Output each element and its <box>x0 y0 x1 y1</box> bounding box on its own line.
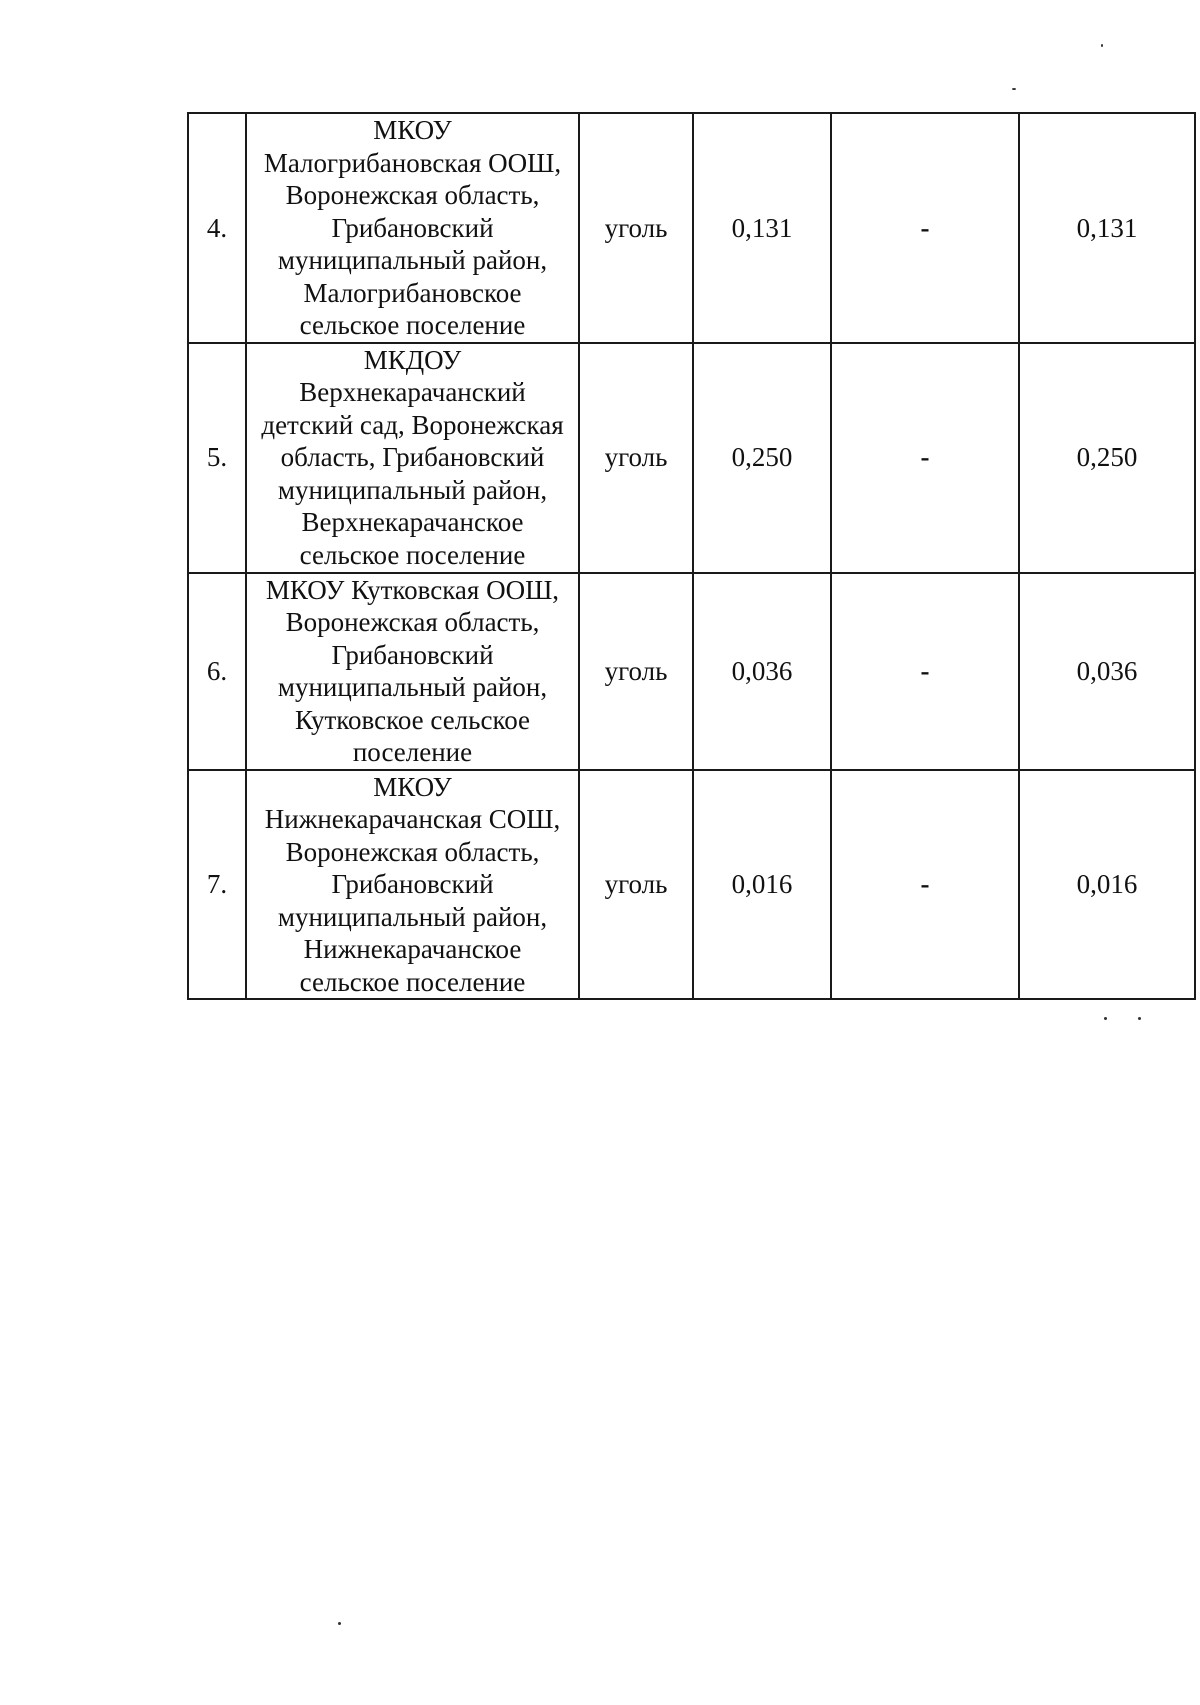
row-number: 4. <box>188 113 246 343</box>
scan-speck <box>1012 88 1016 90</box>
table-row <box>188 573 1195 770</box>
organization-line: Воронежская область, <box>285 836 540 867</box>
table-row <box>188 770 1195 1000</box>
organization-line: Верхнекарачанское <box>301 507 524 538</box>
scan-speck <box>1138 1017 1141 1020</box>
fuel-type-cell: уголь <box>579 113 693 343</box>
organization-line: МКОУ <box>373 771 452 802</box>
organization-line: область, Грибановский <box>280 442 545 473</box>
scan-speck <box>338 1622 341 1625</box>
row-number: 7. <box>188 770 246 1000</box>
value-cell: 0,131 <box>693 113 831 343</box>
total-value-cell: 0,016 <box>1019 770 1195 1000</box>
table-row <box>188 113 1195 343</box>
row-number: 5. <box>188 343 246 573</box>
value-cell: 0,036 <box>693 573 831 770</box>
dash-cell: - <box>831 770 1019 1000</box>
organization-line: муниципальный район, <box>277 672 548 702</box>
organization-line: Грибановский <box>331 212 494 243</box>
total-value-cell: 0,036 <box>1019 573 1195 770</box>
organization-cell <box>246 770 579 1000</box>
organization-line: Малогрибановская ООШ, <box>263 147 562 178</box>
organization-line: МКДОУ <box>363 344 462 375</box>
organization-line: Воронежская область, <box>285 607 540 637</box>
dash-cell: - <box>831 343 1019 573</box>
table-row <box>188 343 1195 573</box>
organization-line: сельское поселение <box>299 310 526 340</box>
organization-cell <box>246 113 579 343</box>
organization-line: Грибановский <box>331 639 494 670</box>
total-value-cell: 0,250 <box>1019 343 1195 573</box>
value-cell: 0,016 <box>693 770 831 1000</box>
scan-speck <box>1104 1017 1107 1020</box>
organization-line: сельское поселение <box>299 539 526 570</box>
fuel-type-cell: уголь <box>579 573 693 770</box>
organization-line: муниципальный район, <box>277 901 548 932</box>
organization-line: Верхнекарачанский <box>299 377 526 408</box>
total-value-cell: 0,131 <box>1019 113 1195 343</box>
organization-line: Нижнекарачанская СОШ, <box>264 804 561 834</box>
dash-cell: - <box>831 113 1019 343</box>
organization-cell <box>246 573 579 770</box>
scan-speck <box>1101 44 1103 47</box>
organization-line: Малогрибановское <box>303 277 522 308</box>
organization-line: МКОУ <box>373 115 452 145</box>
organization-line: Нижнекарачанское <box>303 934 522 964</box>
organization-line: Воронежская область, <box>285 180 540 210</box>
organization-line: сельское поселение <box>299 966 526 997</box>
organization-cell <box>246 343 579 573</box>
organization-line: детский сад, Воронежская <box>261 409 564 440</box>
value-cell: 0,250 <box>693 343 831 573</box>
organization-line: муниципальный район, <box>277 245 548 275</box>
fuel-table <box>187 112 1196 1000</box>
fuel-type-cell: уголь <box>579 343 693 573</box>
fuel-type-cell: уголь <box>579 770 693 1000</box>
dash-cell: - <box>831 573 1019 770</box>
organization-line: поселение <box>352 737 473 767</box>
organization-line: МКОУ Кутковская ООШ, <box>265 574 560 605</box>
organization-line: Кутковское сельское <box>294 704 531 735</box>
row-number: 6. <box>188 573 246 770</box>
organization-line: муниципальный район, <box>277 474 548 505</box>
organization-line: Грибановский <box>331 869 494 899</box>
